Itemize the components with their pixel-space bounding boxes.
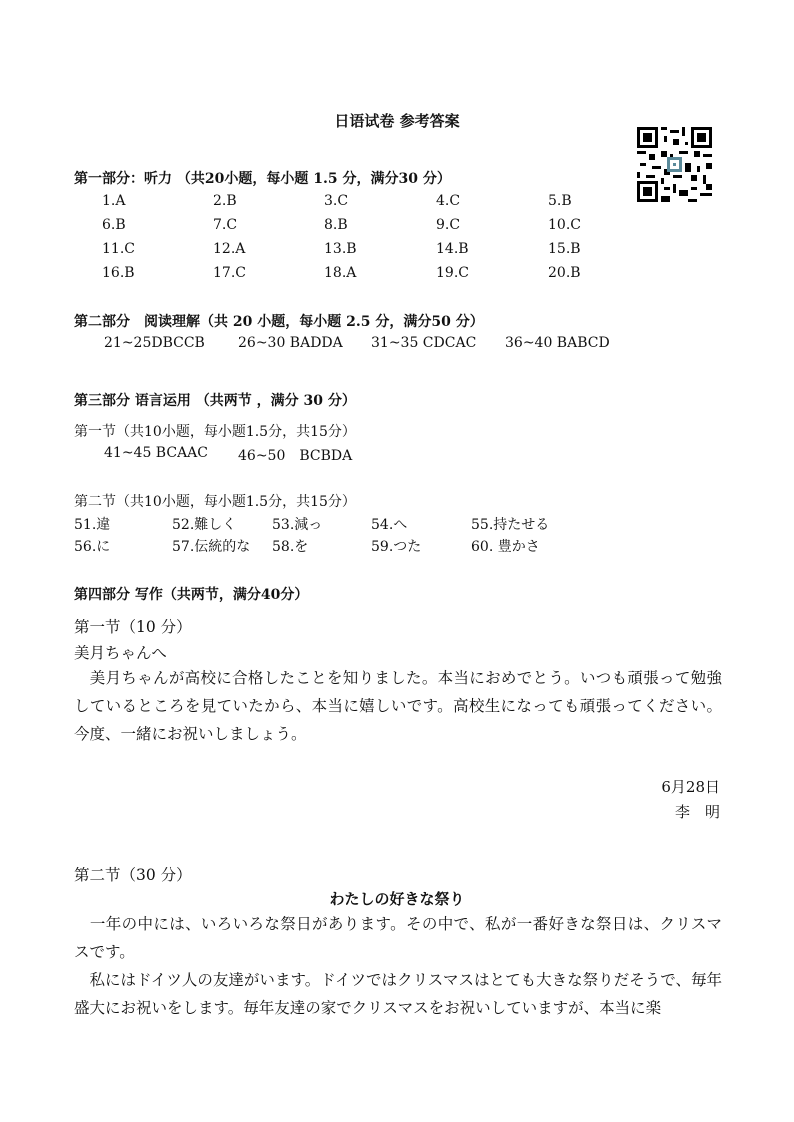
answer-cell: 55.持たせる [471, 517, 550, 533]
answer-cell: 14.B [436, 241, 469, 257]
answer-cell: 1.A [102, 193, 126, 209]
answer-cell: 58.を [272, 539, 309, 555]
answer-cell: 4.C [436, 193, 461, 209]
answer-cell: 59.つた [371, 539, 422, 555]
answer-cell: 57.伝統的な [172, 539, 251, 555]
answer-cell: 7.C [213, 217, 238, 233]
answer-group: 21~25DBCCB [104, 335, 205, 351]
part3-sec2-heading: 第二节（共10小题，每小题1.5分，共15分） [74, 494, 356, 510]
answer-cell: 16.B [102, 265, 135, 281]
answer-cell: 60. 豊かさ [471, 539, 540, 555]
answer-cell: 56.に [74, 539, 111, 555]
part3-sec1-heading: 第一节（共10小题，每小题1.5分，共15分） [74, 424, 356, 440]
part3-heading: 第三部分 语言运用 （共两节 ，满分 30 分） [74, 393, 356, 409]
answer-cell: 20.B [548, 265, 581, 281]
answer-cell: 53.減っ [272, 517, 323, 533]
part4-sec2-heading: 第二节（30 分） [74, 866, 192, 884]
page-title: 日语试卷 参考答案 [334, 112, 460, 130]
qr-code-icon [637, 127, 712, 202]
part2-heading: 第二部分 阅读理解（共 20 小题，每小题 2.5 分，满分50 分） [74, 314, 484, 330]
answer-group: 26~30 BADDA [238, 335, 343, 351]
answer-cell: 6.B [102, 217, 126, 233]
answer-cell: 18.A [324, 265, 357, 281]
answer-cell: 13.B [324, 241, 357, 257]
answer-cell: 17.C [213, 265, 246, 281]
answer-cell: 3.C [324, 193, 349, 209]
essay-paragraph: 私にはドイツ人の友達がいます。ドイツではクリスマスはとても大きな祭りだそうで、毎年盛大にお祝いをします。毎年友達の家でクリスマスをお祝いしていますが、本当に楽 [74, 971, 722, 1017]
answer-cell: 10.C [548, 217, 581, 233]
answer-cell: 9.C [436, 217, 461, 233]
answer-cell: 52.難しく [172, 517, 237, 533]
answer-group: 46~50 BCBDA [238, 448, 353, 464]
answer-cell: 11.C [102, 241, 135, 257]
essay-title: わたしの好きな祭り [329, 890, 465, 908]
answer-cell: 5.B [548, 193, 572, 209]
letter-date: 6月28日 [661, 778, 720, 796]
answer-cell: 12.A [213, 241, 246, 257]
letter-body: 美月ちゃんが高校に合格したことを知りました。本当におめでとう。いつも頑張って勉強しているところを見ていたから、本当に嬉しいです。高校生になっても頑張ってください。今度、一緒にお祝いしましょう。 [74, 669, 722, 743]
answer-cell: 19.C [436, 265, 469, 281]
part1-heading: 第一部分：听力 （共20小题，每小题 1.5 分，满分30 分） [74, 171, 451, 187]
part4-heading: 第四部分 写作（共两节，满分40分） [74, 587, 309, 603]
answer-cell: 2.B [213, 193, 237, 209]
essay-paragraph: 一年の中には、いろいろな祭日があります。その中で、私が一番好きな祭日は、クリスマスです。 [74, 915, 722, 961]
answer-group: 31~35 CDCAC [371, 335, 477, 351]
part4-sec1-heading: 第一节（10 分） [74, 618, 192, 636]
answer-cell: 15.B [548, 241, 581, 257]
answer-group: 36~40 BABCD [505, 335, 610, 351]
answer-cell: 51.違 [74, 517, 111, 533]
answer-cell: 8.B [324, 217, 348, 233]
letter-signature: 李 明 [674, 803, 720, 821]
letter-salutation: 美月ちゃんへ [74, 644, 167, 662]
answer-cell: 54.へ [371, 517, 408, 533]
answer-group: 41~45 BCAAC [104, 445, 209, 461]
